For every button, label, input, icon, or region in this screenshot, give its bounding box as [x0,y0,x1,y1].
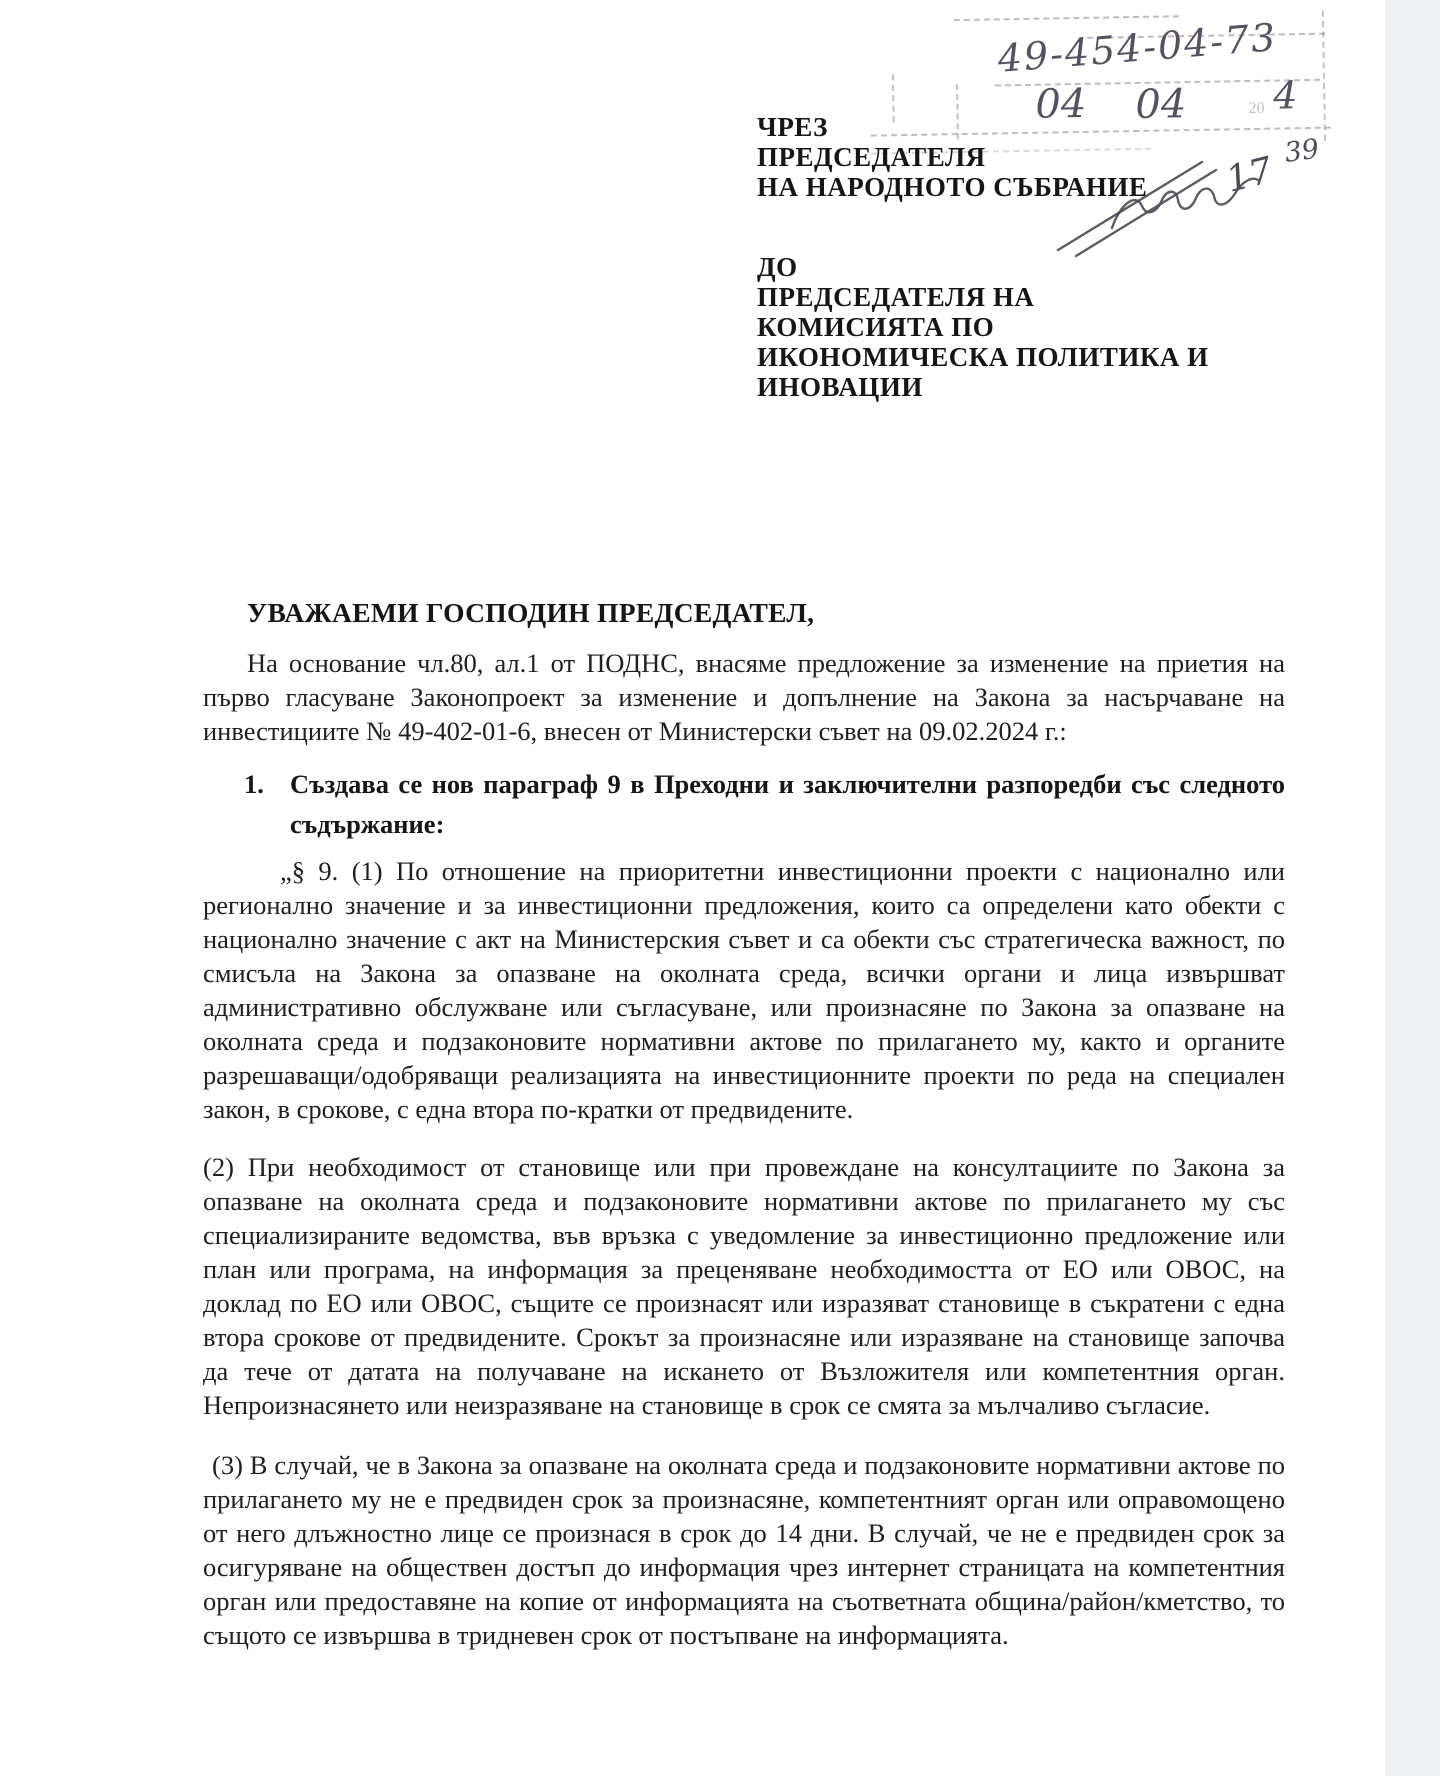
paragraph-9-al-2: (2) При необходимост от становище или при провеждане на консултациите по Закона за опазване на околната среда и подзаконовите нормативни актове по прилагането му със специализираните ведомства, във връзка с уведомление за инвестиционно предложение или план или програма, на информация за преценяване необходимостта от ЕО или ОВОС, на доклад по ЕО или ОВОС, същите се произнасят или изразяват становище в съкратени с една втора срокове от предвидените. Срокът за произнасяне или изразяване на становище започва да тече от датата на получаване на искането от Възложителя или компетентния орган. Непроизнасянето или неизразяване на становище в срок се смята за мълчаливо съгласие. [203,1152,1285,1420]
addressee-line: НА НАРОДНОТО СЪБРАНИЕ [757,172,1148,202]
amendment-item-text: Създава се нов параграф 9 в Преходни и заключителни разпоредби със следното съдържание: [290,769,1285,839]
stamp-date-month: 04 [1135,81,1187,129]
paragraph-9-al-3: (3) В случай, че в Закона за опазване на околната среда и подзаконовите нормативни актове по прилагането му не е предвиден срок за произнасяне, компетентният орган или оправомощено от него длъжностно лице се произнася в срок до 14 дни. В случай, че не е предвиден срок за осигуряване на обществен достъп до информация чрез интернет страницата на компетентния орган или предоставяне на копие от информацията на съответната община/район/кметство, то същото се извършва в тридневен срок от постъпване на информацията. [203,1450,1285,1650]
addressee-to-block [757,252,1209,402]
addressee-line: КОМИСИЯТА ПО [757,312,995,342]
stamp-year-preprint: 20 [1248,99,1265,118]
stamp-dashed-line [954,15,1179,21]
addressee-line: ЧРЕЗ [757,112,828,142]
addressee-line: ИКОНОМИЧЕСКА ПОЛИТИКА И [757,342,1209,372]
handwritten-time-hours: 17 [1222,149,1277,201]
scan-edge-strip [1385,0,1440,1776]
addressee-via-block [757,112,1147,202]
addressee-line: ДО [757,252,798,282]
stamp-date-day: 04 [1034,80,1087,128]
addressee-line: ИНОВАЦИИ [757,372,923,402]
stamp-year-digit: 4 [1272,73,1298,118]
amendment-item-number: 1. [244,769,264,799]
salutation: УВАЖАЕМИ ГОСПОДИН ПРЕДСЕДАТЕЛ, [247,597,815,628]
document-body [203,598,1285,1652]
handwritten-time-minutes: 39 [1282,133,1321,169]
stamp-registration-number: 49-454-04-73 [996,15,1279,81]
addressee-line: ПРЕДСЕДАТЕЛЯ [757,142,986,172]
paragraph-9-al-1: „§ 9. (1) По отношение на приоритетни инвестиционни проекти с национално или регионално значение и за инвестиционни предложения, които са определени като обекти с национално значение с акт на Министерския съвет и са обекти със стратегическа важност, по смисъла на Закона за опазване на околната среда, всички органи и лица извършват административно обслужване или съгласуване, или произнасяне по Закона за опазване на околната среда и подзаконовите нормативни актове по прилагането му, както и органите разрешаващи/одобряващи реализацията на инвестиционните проекти по реда на специален закон, в срокове, с една втора по-кратки от предвидените. [203,856,1285,1124]
amendment-item-1 [244,764,1285,844]
intro-paragraph: На основание чл.80, ал.1 от ПОДНС, внасяме предложение за изменение на приетия на първо гласуване Законопроект за изменение и допълнение на Закона за насърчаване на инвестициите № 49-402-01-6, внесен от Министерски съвет на 09.02.2024 г.: [203,648,1285,746]
addressee-line: ПРЕДСЕДАТЕЛЯ НА [757,282,1035,312]
